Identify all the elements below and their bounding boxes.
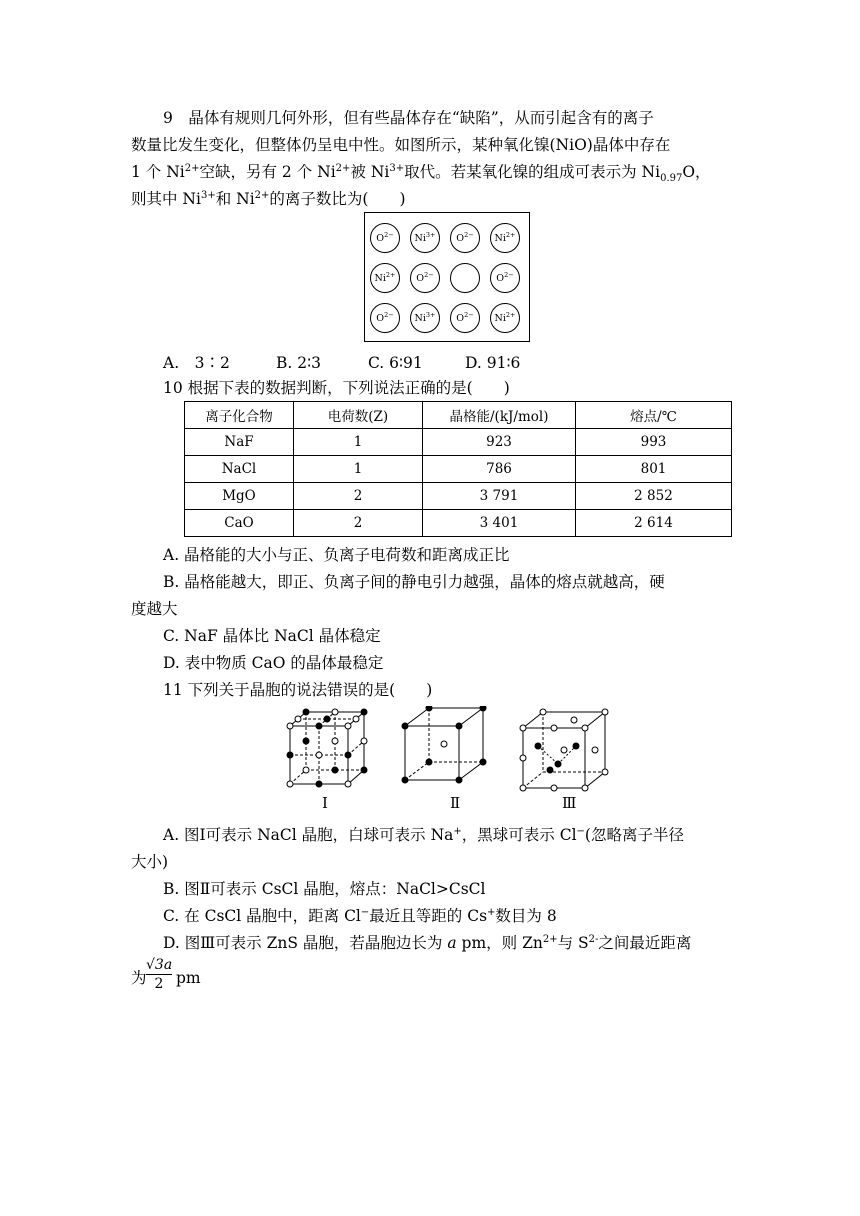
table-cell: 2 852: [576, 483, 732, 510]
q11-option-d[interactable]: D. 图Ⅲ可表示 ZnS 晶胞，若晶胞边长为 a pm，则 $Zn^{2+}$与 $S^{2-}$之间最近距离: [163, 933, 692, 952]
q11-option-a[interactable]: A. 图Ⅰ可表示 NaCl 晶胞，白球可表示 Na+，黑球可表示 Cl−(忽略离子半径: [163, 825, 684, 844]
nacl-cell-figure: [290, 712, 364, 784]
ion-oxide: $O^{2-}$: [450, 223, 480, 253]
table-row: [185, 483, 732, 510]
ion-oxide: $O^{2-}$: [490, 263, 520, 293]
table-cell: 3 401: [423, 510, 576, 537]
q10-stem: 10 根据下表的数据判断，下列说法正确的是( ): [163, 379, 510, 397]
table-cell: 2: [294, 483, 423, 510]
table-cell: MgO: [185, 483, 294, 510]
unit-cell-diagrams: [280, 706, 620, 796]
table-cell: 2 614: [576, 510, 732, 537]
q9-option-a[interactable]: A. 3∶2: [163, 354, 230, 372]
figure-label-3: Ⅲ: [562, 794, 577, 812]
table-header: 熔点/℃: [576, 402, 732, 429]
fraction-numerator: √3a: [146, 957, 173, 973]
table-cell: CaO: [185, 510, 294, 537]
q9-line3: 1 个 $Ni^{2+}$空缺，另有 2 个 $Ni^{2+}$被 $Ni^{3+}$取代。若某氧化镍的组成可表示为 $Ni_{0.97}O$，: [131, 162, 711, 185]
table-row: [185, 429, 732, 456]
distance-fraction: [146, 956, 172, 993]
ion-ni2: $Ni^{2+}$: [370, 263, 400, 293]
q9-option-b[interactable]: B. 2∶3: [276, 354, 322, 372]
table-header: 电荷数(Z): [294, 402, 423, 429]
table-header: 离子化合物: [185, 402, 294, 429]
q11-option-d-unit: pm: [176, 969, 201, 987]
ion-ni2: $Ni^{2+}$: [490, 303, 520, 333]
lattice-energy-table: [184, 401, 732, 537]
ion-oxide: $O^{2-}$: [370, 303, 400, 333]
nio-lattice-diagram: [364, 212, 530, 342]
q9-line2: 数量比发生变化，但整体仍呈电中性。如图所示，某种氧化镍(NiO)晶体中存在: [131, 136, 671, 154]
q9-line1: 9 晶体有规则几何外形，但有些晶体存在“缺陷”，从而引起含有的离子: [163, 109, 654, 127]
table-header: 晶格能/(kJ/mol): [423, 402, 576, 429]
ion-ni3: $Ni^{3+}$: [410, 223, 440, 253]
q11-stem: 11 下列关于晶胞的说法错误的是( ): [163, 681, 433, 699]
table-cell: 1: [294, 429, 423, 456]
ion-oxide: $O^{2-}$: [450, 303, 480, 333]
ion-ni3: $Ni^{3+}$: [410, 303, 440, 333]
unit-cell-figures: [280, 706, 620, 826]
q10-option-d[interactable]: D. 表中物质 CaO 的晶体最稳定: [163, 654, 384, 672]
table-row: [185, 456, 732, 483]
q11-option-c[interactable]: C. 在 CsCl 晶胞中，距离 Cl−最近且等距的 Cs+数目为 8: [163, 906, 557, 925]
q10-option-b[interactable]: B. 晶格能越大，即正、负离子间的静电引力越强，晶体的熔点就越高，硬: [163, 573, 665, 591]
table-cell: 1: [294, 456, 423, 483]
table-cell: 786: [423, 456, 576, 483]
table-row: [185, 510, 732, 537]
table-cell: 923: [423, 429, 576, 456]
figure-label-2: Ⅱ: [450, 794, 461, 812]
table-cell: 2: [294, 510, 423, 537]
figure-label-1: Ⅰ: [322, 794, 328, 812]
q9-option-c[interactable]: C. 6∶91: [368, 354, 423, 372]
table-cell: 3 791: [423, 483, 576, 510]
table-cell: NaCl: [185, 456, 294, 483]
ion-oxide: $O^{2-}$: [370, 223, 400, 253]
table-cell: NaF: [185, 429, 294, 456]
q11-option-d-prefix: 为: [131, 969, 147, 987]
q11-option-a-cont: 大小): [131, 853, 169, 871]
table-cell: 993: [576, 429, 732, 456]
q10-option-c[interactable]: C. NaF 晶体比 NaCl 晶体稳定: [163, 627, 381, 645]
table-cell: 801: [576, 456, 732, 483]
ion-vacancy: [450, 263, 480, 293]
q10-option-a[interactable]: A. 晶格能的大小与正、负离子电荷数和距离成正比: [163, 546, 510, 564]
q9-option-d[interactable]: D. 91∶6: [465, 354, 521, 372]
q10-option-b-cont: 度越大: [131, 600, 178, 618]
q11-option-b[interactable]: B. 图Ⅱ可表示 CsCl 晶胞，熔点：NaCl>CsCl: [163, 880, 486, 898]
ion-ni2: $Ni^{2+}$: [490, 223, 520, 253]
q9-line4: 则其中 $Ni^{3+}$和 $Ni^{2+}$的离子数比为( ): [131, 189, 406, 208]
fraction-denominator: 2: [154, 976, 164, 992]
table-header-row: [185, 402, 732, 429]
ion-oxide: $O^{2-}$: [410, 263, 440, 293]
